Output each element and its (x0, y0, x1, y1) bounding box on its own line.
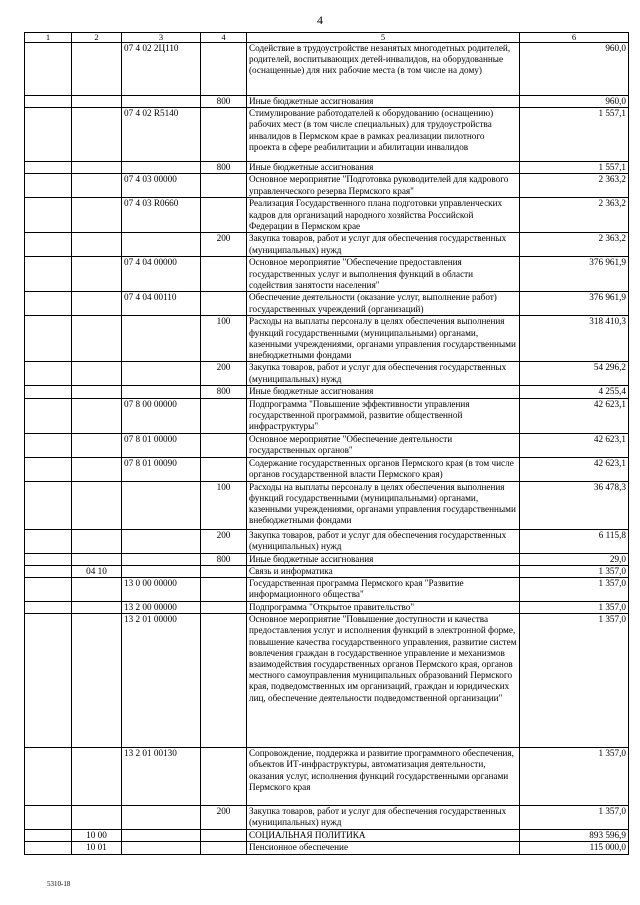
section-code-cell: 10 01 (72, 842, 122, 854)
target-article-cell: 07 4 03 R0660 (122, 198, 201, 233)
amount-cell: 376 961,9 (520, 292, 629, 316)
section-code-cell (72, 292, 122, 316)
section-code-cell (72, 748, 122, 806)
section-code-cell (72, 96, 122, 108)
table-row (25, 565, 629, 577)
expense-type-cell: 200 (201, 233, 247, 257)
table-row (25, 614, 629, 748)
target-article-cell (122, 529, 201, 553)
budget-table (24, 32, 629, 855)
table-body (25, 43, 629, 855)
expense-type-cell: 100 (201, 316, 247, 362)
table-row (25, 398, 629, 433)
amount-cell: 4 255,4 (520, 386, 629, 398)
target-article-cell (122, 162, 201, 174)
target-article-cell: 13 2 01 00130 (122, 748, 201, 806)
item-name-cell: Основное мероприятие "Повышение доступности и качества предоставления услуг и исполнения функций в электронной форме, повышение качества государственного управления, развитие систем вовлечения граждан в государственное управление и механизмов взаимодействия государственных органов Пермского края, органов местного самоуправления муниципальных образований Пермского края, подведомственных им организаций, граждан и юридических лиц, обеспечение деятельности подведомственной организации" (247, 614, 520, 748)
expense-type-cell: 800 (201, 553, 247, 565)
col1-cell (25, 96, 72, 108)
item-name-cell: Реализация Государственного плана подготовки управленческих кадров для организаций народного хозяйства Российской Федерации в Пермском крае (247, 198, 520, 233)
table-row (25, 578, 629, 602)
target-article-cell (122, 481, 201, 529)
table-row (25, 842, 629, 854)
col1-cell (25, 316, 72, 362)
col1-cell (25, 614, 72, 748)
amount-cell: 960,0 (520, 43, 629, 96)
col1-cell (25, 43, 72, 96)
expense-type-cell: 800 (201, 386, 247, 398)
expense-type-cell (201, 398, 247, 433)
item-name-cell: Расходы на выплаты персоналу в целях обеспечения выполнения функций государственными (муниципальными) органами, казенными учреждениями, органами управления государственными внебюджетными фондами (247, 316, 520, 362)
item-name-cell: Закупка товаров, работ и услуг для обеспечения государственных (муниципальных) нужд (247, 362, 520, 386)
target-article-cell (122, 96, 201, 108)
col1-cell (25, 481, 72, 529)
table-row (25, 257, 629, 292)
item-name-cell: Расходы на выплаты персоналу в целях обеспечения выполнения функций государственными (муниципальными) органами, казенными учреждениями, органами управления государственными внебюджетными фондами (247, 481, 520, 529)
section-code-cell (72, 43, 122, 96)
table-row (25, 553, 629, 565)
col1-cell (25, 162, 72, 174)
col1-cell (25, 108, 72, 162)
table-row (25, 316, 629, 362)
target-article-cell: 07 4 03 00000 (122, 174, 201, 198)
header-cell: 2 (72, 33, 122, 43)
target-article-cell: 07 4 02 R5140 (122, 108, 201, 162)
amount-cell: 376 961,9 (520, 257, 629, 292)
item-name-cell: Иные бюджетные ассигнования (247, 386, 520, 398)
col1-cell (25, 578, 72, 602)
amount-cell: 1 357,0 (520, 748, 629, 806)
expense-type-cell: 800 (201, 96, 247, 108)
section-code-cell (72, 398, 122, 433)
target-article-cell (122, 830, 201, 842)
table-row (25, 292, 629, 316)
table-header-row (25, 33, 629, 43)
expense-type-cell: 200 (201, 806, 247, 830)
table-row (25, 198, 629, 233)
section-code-cell (72, 108, 122, 162)
col1-cell (25, 233, 72, 257)
col1-cell (25, 362, 72, 386)
section-code-cell (72, 257, 122, 292)
item-name-cell: Стимулирование работодателей к оборудованию (оснащению) рабочих мест (в том числе специальных) для трудоустройства инвалидов в Пермском крае в рамках реализации пилотного проекта в сфере реабилитации и абилитации инвалидов (247, 108, 520, 162)
table-row (25, 529, 629, 553)
table-row (25, 233, 629, 257)
amount-cell: 1 357,0 (520, 578, 629, 602)
item-name-cell: Содействие в трудоустройстве незанятых многодетных родителей, родителей, воспитывающих детей-инвалидов, на оборудованные (оснащенные) для них рабочие места (в том числе на дому) (247, 43, 520, 96)
section-code-cell: 04 10 (72, 565, 122, 577)
item-name-cell: СОЦИАЛЬНАЯ ПОЛИТИКА (247, 830, 520, 842)
amount-cell: 2 363,2 (520, 198, 629, 233)
item-name-cell: Закупка товаров, работ и услуг для обеспечения государственных (муниципальных) нужд (247, 233, 520, 257)
amount-cell: 893 596,9 (520, 830, 629, 842)
expense-type-cell: 200 (201, 362, 247, 386)
section-code-cell (72, 481, 122, 529)
target-article-cell: 13 2 01 00000 (122, 614, 201, 748)
section-code-cell (72, 553, 122, 565)
table-row (25, 386, 629, 398)
amount-cell: 42 623,1 (520, 433, 629, 457)
amount-cell: 1 557,1 (520, 108, 629, 162)
expense-type-cell (201, 457, 247, 481)
amount-cell: 115 000,0 (520, 842, 629, 854)
table-row (25, 457, 629, 481)
amount-cell: 1 357,0 (520, 614, 629, 748)
table-row (25, 174, 629, 198)
col1-cell (25, 386, 72, 398)
section-code-cell (72, 602, 122, 614)
col1-cell (25, 602, 72, 614)
col1-cell (25, 257, 72, 292)
header-cell: 1 (25, 33, 72, 43)
table-row (25, 43, 629, 96)
expense-type-cell (201, 433, 247, 457)
item-name-cell: Закупка товаров, работ и услуг для обеспечения государственных (муниципальных) нужд (247, 529, 520, 553)
header-cell: 3 (122, 33, 201, 43)
section-code-cell (72, 316, 122, 362)
expense-type-cell (201, 174, 247, 198)
section-code-cell (72, 614, 122, 748)
section-code-cell (72, 457, 122, 481)
col1-cell (25, 292, 72, 316)
expense-type-cell (201, 614, 247, 748)
target-article-cell: 07 4 04 00000 (122, 257, 201, 292)
amount-cell: 54 296,2 (520, 362, 629, 386)
target-article-cell: 13 0 00 00000 (122, 578, 201, 602)
item-name-cell: Содержание государственных органов Пермского края (в том числе органов государственной власти Пермского края) (247, 457, 520, 481)
item-name-cell: Связь и информатика (247, 565, 520, 577)
amount-cell: 1 357,0 (520, 602, 629, 614)
item-name-cell: Сопровождение, поддержка и развитие программного обеспечения, объектов ИТ-инфраструктуры, автоматизация деятельности, оказания услуг, исполнения функций государственными органами Пермского края (247, 748, 520, 806)
item-name-cell: Основное мероприятие "Обеспечение деятельности государственных органов" (247, 433, 520, 457)
col1-cell (25, 842, 72, 854)
expense-type-cell (201, 602, 247, 614)
expense-type-cell: 100 (201, 481, 247, 529)
target-article-cell (122, 553, 201, 565)
item-name-cell: Пенсионное обеспечение (247, 842, 520, 854)
amount-cell: 1 357,0 (520, 806, 629, 830)
section-code-cell (72, 806, 122, 830)
item-name-cell: Закупка товаров, работ и услуг для обеспечения государственных (муниципальных) нужд (247, 806, 520, 830)
table-row (25, 162, 629, 174)
target-article-cell: 07 8 01 00090 (122, 457, 201, 481)
section-code-cell (72, 162, 122, 174)
expense-type-cell (201, 748, 247, 806)
table-row (25, 602, 629, 614)
amount-cell: 2 363,2 (520, 233, 629, 257)
target-article-cell: 07 8 01 00000 (122, 433, 201, 457)
table-row (25, 748, 629, 806)
table-row (25, 108, 629, 162)
amount-cell: 1 357,0 (520, 565, 629, 577)
expense-type-cell (201, 198, 247, 233)
col1-cell (25, 174, 72, 198)
target-article-cell (122, 386, 201, 398)
col1-cell (25, 433, 72, 457)
section-code-cell (72, 386, 122, 398)
section-code-cell (72, 198, 122, 233)
expense-type-cell (201, 257, 247, 292)
section-code-cell: 10 00 (72, 830, 122, 842)
expense-type-cell: 200 (201, 529, 247, 553)
amount-cell: 6 115,8 (520, 529, 629, 553)
target-article-cell (122, 565, 201, 577)
amount-cell: 960,0 (520, 96, 629, 108)
item-name-cell: Подпрограмма "Повышение эффективности управления государственной программой, развитие общественной инфраструктуры" (247, 398, 520, 433)
expense-type-cell (201, 830, 247, 842)
target-article-cell: 07 4 02 2Ц110 (122, 43, 201, 96)
footer-code: 5310-18 (47, 880, 71, 888)
item-name-cell: Основное мероприятие "Обеспечение предоставления государственных услуг и выполнения функций в области содействия занятости населения" (247, 257, 520, 292)
item-name-cell: Обеспечение деятельности (оказание услуг, выполнение работ) государственных учреждений (организаций) (247, 292, 520, 316)
section-code-cell (72, 362, 122, 386)
target-article-cell: 07 8 00 00000 (122, 398, 201, 433)
amount-cell: 29,0 (520, 553, 629, 565)
amount-cell: 318 410,3 (520, 316, 629, 362)
item-name-cell: Иные бюджетные ассигнования (247, 162, 520, 174)
section-code-cell (72, 529, 122, 553)
amount-cell: 42 623,1 (520, 398, 629, 433)
target-article-cell (122, 362, 201, 386)
header-cell: 5 (247, 33, 520, 43)
target-article-cell: 13 2 00 00000 (122, 602, 201, 614)
target-article-cell (122, 842, 201, 854)
expense-type-cell (201, 565, 247, 577)
section-code-cell (72, 233, 122, 257)
expense-type-cell: 800 (201, 162, 247, 174)
table-row (25, 433, 629, 457)
table-row (25, 96, 629, 108)
target-article-cell (122, 233, 201, 257)
section-code-cell (72, 578, 122, 602)
section-code-cell (72, 174, 122, 198)
item-name-cell: Подпрограмма "Открытое правительство" (247, 602, 520, 614)
expense-type-cell (201, 108, 247, 162)
target-article-cell (122, 316, 201, 362)
col1-cell (25, 565, 72, 577)
table-row (25, 481, 629, 529)
item-name-cell: Государственная программа Пермского края "Развитие информационного общества" (247, 578, 520, 602)
col1-cell (25, 398, 72, 433)
expense-type-cell (201, 43, 247, 96)
header-cell: 4 (201, 33, 247, 43)
expense-type-cell (201, 842, 247, 854)
header-cell: 6 (520, 33, 629, 43)
amount-cell: 2 363,2 (520, 174, 629, 198)
amount-cell: 1 557,1 (520, 162, 629, 174)
item-name-cell: Основное мероприятие "Подготовка руководителей для кадрового управленческого резерва Пермского края" (247, 174, 520, 198)
table-row (25, 362, 629, 386)
col1-cell (25, 529, 72, 553)
target-article-cell: 07 4 04 00110 (122, 292, 201, 316)
section-code-cell (72, 433, 122, 457)
col1-cell (25, 553, 72, 565)
item-name-cell: Иные бюджетные ассигнования (247, 553, 520, 565)
col1-cell (25, 830, 72, 842)
table-row (25, 806, 629, 830)
col1-cell (25, 806, 72, 830)
amount-cell: 42 623,1 (520, 457, 629, 481)
col1-cell (25, 748, 72, 806)
col1-cell (25, 198, 72, 233)
expense-type-cell (201, 578, 247, 602)
target-article-cell (122, 806, 201, 830)
expense-type-cell (201, 292, 247, 316)
item-name-cell: Иные бюджетные ассигнования (247, 96, 520, 108)
page-number: 4 (317, 13, 323, 27)
col1-cell (25, 457, 72, 481)
table-row (25, 830, 629, 842)
amount-cell: 36 478,3 (520, 481, 629, 529)
